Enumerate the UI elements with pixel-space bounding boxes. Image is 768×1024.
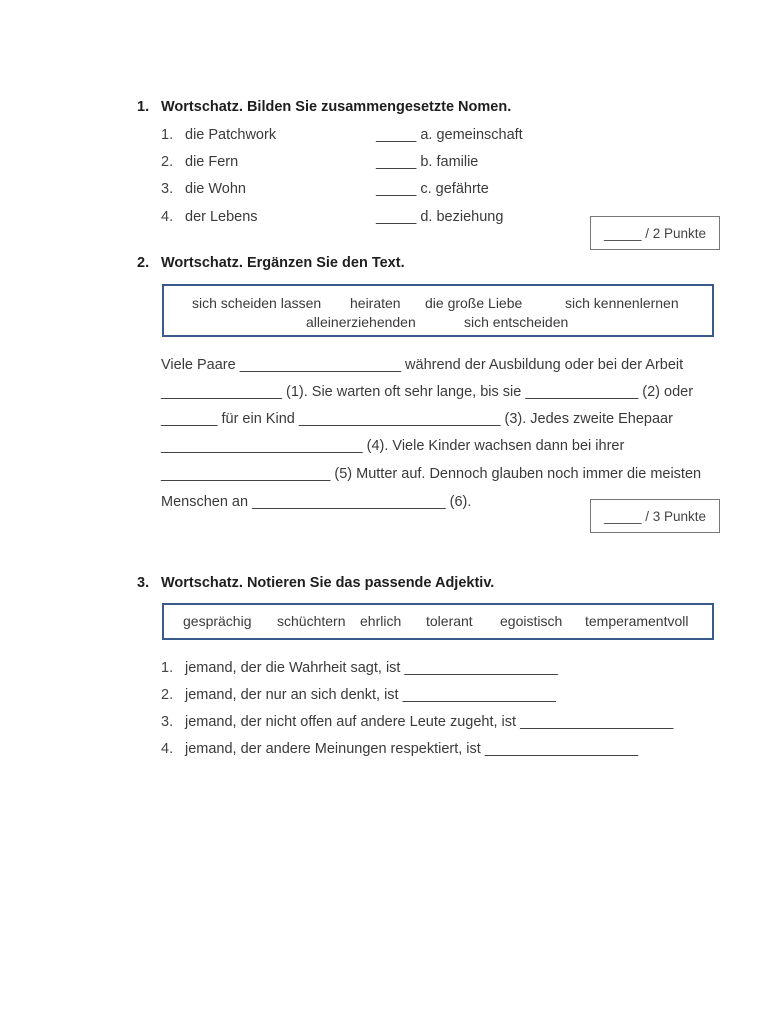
word-box-item: sich scheiden lassen bbox=[192, 295, 322, 311]
word-box-item: heiraten bbox=[350, 295, 401, 311]
ex3-item-text: jemand, der nicht offen auf andere Leute zugeht, ist ___________________ bbox=[185, 714, 674, 730]
word-box-item: schüchtern bbox=[277, 613, 346, 629]
ex3-item-number: 1. bbox=[161, 660, 174, 676]
word-box-item: temperamentvoll bbox=[585, 613, 689, 629]
ex1-item-left: der Lebens bbox=[185, 209, 258, 225]
ex3-item-number: 3. bbox=[161, 714, 174, 730]
ex1-score-box: _____ / 2 Punkte bbox=[590, 216, 720, 250]
ex3-item-text: jemand, der andere Meinungen respektiert, ist ___________________ bbox=[185, 741, 639, 757]
ex3-item-number: 4. bbox=[161, 741, 174, 757]
word-box-item: ehrlich bbox=[360, 613, 402, 629]
ex2-score-box: _____ / 3 Punkte bbox=[590, 499, 720, 533]
ex3-item-text: jemand, der die Wahrheit sagt, ist ___________________ bbox=[185, 660, 558, 676]
ex2-word-box bbox=[162, 284, 714, 337]
ex3-item-text: jemand, der nur an sich denkt, ist ___________________ bbox=[185, 687, 556, 703]
ex1-item-left: die Fern bbox=[185, 154, 239, 170]
ex1-number: 1. bbox=[137, 99, 150, 115]
ex2-text-line: _____________________ (5) Mutter auf. Dennoch glauben noch immer die meisten bbox=[161, 466, 702, 482]
ex1-title: Wortschatz. Bilden Sie zusammengesetzte Nomen. bbox=[161, 99, 512, 115]
ex1-item-number: 2. bbox=[161, 154, 174, 170]
ex1-item-number: 3. bbox=[161, 181, 174, 197]
ex1-item-right: _____ a. gemeinschaft bbox=[376, 127, 523, 143]
ex1-item-right: _____ b. familie bbox=[376, 154, 479, 170]
ex3-title: Wortschatz. Notieren Sie das passende Adjektiv. bbox=[161, 575, 495, 591]
ex2-text-line: Viele Paare ____________________ während der Ausbildung oder bei der Arbeit bbox=[161, 357, 684, 373]
word-box-item: gesprächig bbox=[183, 613, 252, 629]
word-box-item: sich kennenlernen bbox=[565, 295, 679, 311]
ex1-item-left: die Patchwork bbox=[185, 127, 277, 143]
ex2-text-line: _______________ (1). Sie warten oft sehr lange, bis sie ______________ (2) oder bbox=[161, 384, 694, 400]
ex2-title: Wortschatz. Ergänzen Sie den Text. bbox=[161, 255, 405, 271]
word-box-item: alleinerziehenden bbox=[306, 314, 416, 330]
word-box-item: tolerant bbox=[426, 613, 473, 629]
word-box-item: die große Liebe bbox=[425, 295, 523, 311]
ex1-item-number: 1. bbox=[161, 127, 174, 143]
ex2-text-line: _________________________ (4). Viele Kinder wachsen dann bei ihrer bbox=[161, 438, 625, 454]
ex3-word-box bbox=[162, 603, 714, 640]
ex1-item-number: 4. bbox=[161, 209, 174, 225]
ex3-item-number: 2. bbox=[161, 687, 174, 703]
ex2-text-line: Menschen an ________________________ (6). bbox=[161, 494, 472, 510]
ex2-number: 2. bbox=[137, 255, 150, 271]
ex3-number: 3. bbox=[137, 575, 150, 591]
ex1-item-right: _____ d. beziehung bbox=[376, 209, 504, 225]
ex1-item-left: die Wohn bbox=[185, 181, 246, 197]
word-box-item: egoistisch bbox=[500, 613, 563, 629]
word-box-item: sich entscheiden bbox=[464, 314, 569, 330]
ex1-item-right: _____ c. gefährte bbox=[376, 181, 489, 197]
ex2-text-line: _______ für ein Kind _________________________ (3). Jedes zweite Ehepaar bbox=[161, 411, 673, 427]
